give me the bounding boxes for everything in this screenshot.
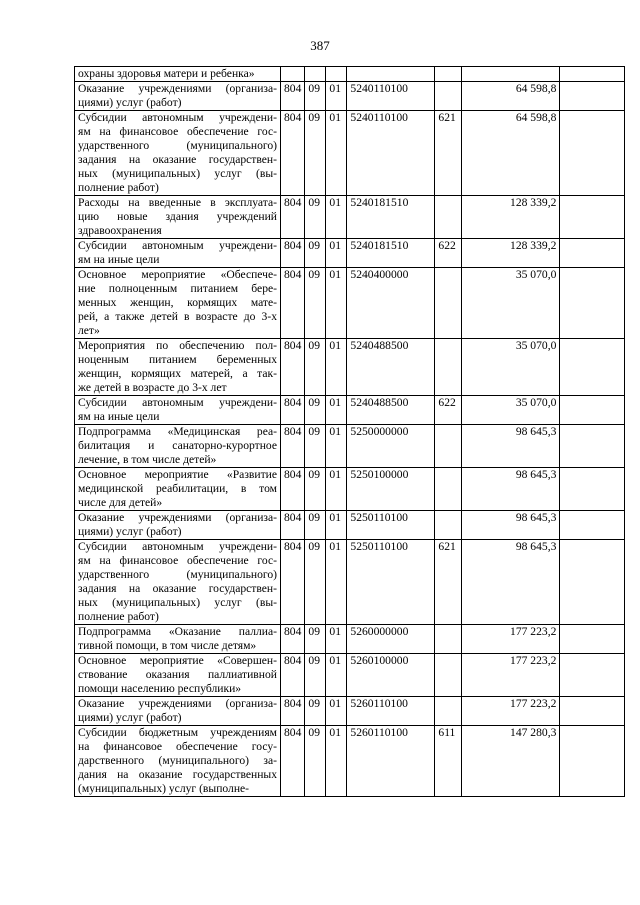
row-name-line: циями) услуг (работ): [78, 96, 182, 109]
row-name-line: Основное мероприятие «Развитие: [78, 468, 277, 481]
amount: 64 598,8: [462, 111, 560, 196]
row-name: [75, 654, 281, 697]
amount: 35 070,0: [462, 396, 560, 425]
table-row: [75, 67, 625, 82]
amount: 177 223,2: [462, 697, 560, 726]
row-name: [75, 239, 281, 268]
row-name-line: билитация и санаторно-курортное: [78, 439, 277, 452]
section-code: 09: [305, 239, 326, 268]
empty-column: [560, 468, 625, 511]
empty-column: [560, 268, 625, 339]
empty-column: [560, 339, 625, 396]
expense-type-code: 622: [435, 239, 462, 268]
ministry-code: [281, 67, 305, 82]
expense-type-code: [435, 654, 462, 697]
expense-type-code: 611: [435, 726, 462, 797]
row-name-line: ударственного (муниципального): [78, 139, 277, 152]
section-code: [305, 67, 326, 82]
expense-type-code: [435, 82, 462, 111]
row-name-line: ям на иные цели: [78, 253, 160, 266]
row-name-line: ных (муниципальных) услуг (вы-: [78, 596, 277, 609]
row-name-line: (муниципальных) услуг (выполне-: [78, 782, 250, 795]
ministry-code: 804: [281, 726, 305, 797]
section-code: 09: [305, 511, 326, 540]
subsection-code: 01: [326, 339, 347, 396]
expense-type-code: 622: [435, 396, 462, 425]
row-name-line: Оказание учреждениями (организа-: [78, 697, 277, 710]
table-row: [75, 511, 625, 540]
expense-type-code: [435, 425, 462, 468]
row-name-line: задания на оказание государствен-: [78, 582, 277, 595]
row-name-line: Расходы на введенные в эксплуата-: [78, 196, 277, 209]
row-name: [75, 540, 281, 625]
ministry-code: 804: [281, 339, 305, 396]
table-row: [75, 540, 625, 625]
subsection-code: 01: [326, 625, 347, 654]
subsection-code: 01: [326, 396, 347, 425]
row-name: [75, 425, 281, 468]
empty-column: [560, 67, 625, 82]
row-name-line: лечение, в том числе детей»: [78, 453, 217, 466]
target-article-code: 5240400000: [347, 268, 435, 339]
table-row: [75, 625, 625, 654]
target-article-code: 5240110100: [347, 111, 435, 196]
table-row: [75, 196, 625, 239]
section-code: 09: [305, 697, 326, 726]
row-name-line: Подпрограмма «Медицинская реа-: [78, 425, 277, 438]
row-name-line: женщин, кормящих матерей, а так-: [78, 367, 277, 380]
empty-column: [560, 726, 625, 797]
ministry-code: 804: [281, 697, 305, 726]
row-name: [75, 67, 281, 82]
subsection-code: [326, 67, 347, 82]
target-article-code: 5240181510: [347, 239, 435, 268]
table-row: [75, 697, 625, 726]
row-name-line: дания на оказание государственных: [78, 768, 277, 781]
row-name-line: помощи населению республики»: [78, 682, 242, 695]
table-row: [75, 111, 625, 196]
ministry-code: 804: [281, 654, 305, 697]
ministry-code: 804: [281, 396, 305, 425]
row-name-line: полнение работ): [78, 181, 159, 194]
target-article-code: 5240110100: [347, 82, 435, 111]
target-article-code: 5260000000: [347, 625, 435, 654]
amount: 177 223,2: [462, 625, 560, 654]
amount: 177 223,2: [462, 654, 560, 697]
empty-column: [560, 82, 625, 111]
section-code: 09: [305, 625, 326, 654]
row-name-line: цию новые здания учреждений: [78, 210, 277, 223]
empty-column: [560, 425, 625, 468]
expense-type-code: [435, 268, 462, 339]
row-name-line: Мероприятия по обеспечению пол-: [78, 339, 277, 352]
row-name-line: Субсидии автономным учреждени-: [78, 396, 277, 409]
amount: 64 598,8: [462, 82, 560, 111]
row-name-line: Оказание учреждениями (организа-: [78, 82, 277, 95]
target-article-code: [347, 67, 435, 82]
subsection-code: 01: [326, 511, 347, 540]
subsection-code: 01: [326, 540, 347, 625]
section-code: 09: [305, 268, 326, 339]
ministry-code: 804: [281, 268, 305, 339]
amount: 98 645,3: [462, 540, 560, 625]
row-name-line: здравоохранения: [78, 224, 162, 237]
subsection-code: 01: [326, 468, 347, 511]
expense-type-code: [435, 511, 462, 540]
ministry-code: 804: [281, 111, 305, 196]
ministry-code: 804: [281, 468, 305, 511]
row-name-line: Субсидии бюджетным учреждениям: [78, 726, 277, 739]
row-name-line: охраны здоровья матери и ребенка»: [78, 67, 255, 80]
row-name-line: ям на финансовое обеспечение гос-: [78, 554, 277, 567]
section-code: 09: [305, 111, 326, 196]
section-code: 09: [305, 654, 326, 697]
ministry-code: 804: [281, 196, 305, 239]
subsection-code: 01: [326, 697, 347, 726]
amount: 128 339,2: [462, 239, 560, 268]
row-name-line: полнение работ): [78, 610, 159, 623]
row-name: [75, 625, 281, 654]
ministry-code: 804: [281, 82, 305, 111]
empty-column: [560, 625, 625, 654]
row-name: [75, 268, 281, 339]
table-row: [75, 268, 625, 339]
budget-table-body: [75, 67, 625, 797]
row-name: [75, 396, 281, 425]
subsection-code: 01: [326, 82, 347, 111]
row-name-line: циями) услуг (работ): [78, 525, 182, 538]
empty-column: [560, 111, 625, 196]
table-row: [75, 239, 625, 268]
row-name: [75, 196, 281, 239]
expense-type-code: [435, 468, 462, 511]
row-name-line: Субсидии автономным учреждени-: [78, 239, 277, 252]
table-row: [75, 82, 625, 111]
row-name-line: лет»: [78, 324, 100, 337]
row-name-line: числе для детей»: [78, 496, 163, 509]
section-code: 09: [305, 425, 326, 468]
row-name: [75, 726, 281, 797]
table-row: [75, 425, 625, 468]
subsection-code: 01: [326, 268, 347, 339]
table-row: [75, 396, 625, 425]
amount: 147 280,3: [462, 726, 560, 797]
amount: 128 339,2: [462, 196, 560, 239]
amount: 35 070,0: [462, 268, 560, 339]
row-name-line: Основное мероприятие «Совершен-: [78, 654, 277, 667]
row-name-line: дарственного (муниципального) за-: [78, 754, 277, 767]
subsection-code: 01: [326, 726, 347, 797]
section-code: 09: [305, 396, 326, 425]
row-name: [75, 697, 281, 726]
row-name-line: же детей в возрасте до 3-х лет: [78, 381, 227, 394]
row-name-line: на финансовое обеспечение госу-: [78, 740, 277, 753]
target-article-code: 5240488500: [347, 339, 435, 396]
expense-type-code: [435, 196, 462, 239]
section-code: 09: [305, 339, 326, 396]
row-name: [75, 111, 281, 196]
row-name-line: ям на финансовое обеспечение гос-: [78, 125, 277, 138]
row-name-line: Оказание учреждениями (организа-: [78, 511, 277, 524]
table-row: [75, 339, 625, 396]
ministry-code: 804: [281, 239, 305, 268]
row-name-line: медицинской реабилитации, в том: [78, 482, 277, 495]
ministry-code: 804: [281, 511, 305, 540]
subsection-code: 01: [326, 196, 347, 239]
amount: 98 645,3: [462, 468, 560, 511]
expense-type-code: [435, 339, 462, 396]
ministry-code: 804: [281, 425, 305, 468]
row-name: [75, 82, 281, 111]
target-article-code: 5250100000: [347, 468, 435, 511]
target-article-code: 5240181510: [347, 196, 435, 239]
amount: 98 645,3: [462, 425, 560, 468]
target-article-code: 5240488500: [347, 396, 435, 425]
expense-type-code: 621: [435, 111, 462, 196]
row-name-line: Субсидии автономным учреждени-: [78, 111, 277, 124]
row-name-line: ных (муниципальных) услуг (вы-: [78, 167, 277, 180]
page-number: 387: [310, 38, 330, 53]
budget-table: [74, 66, 625, 797]
expense-type-code: [435, 625, 462, 654]
empty-column: [560, 540, 625, 625]
section-code: 09: [305, 726, 326, 797]
amount: [462, 67, 560, 82]
subsection-code: 01: [326, 111, 347, 196]
empty-column: [560, 697, 625, 726]
target-article-code: 5260110100: [347, 697, 435, 726]
row-name-line: тивной помощи, в том числе детям»: [78, 639, 257, 652]
row-name-line: ударственного (муниципального): [78, 568, 277, 581]
empty-column: [560, 239, 625, 268]
row-name-line: задания на оказание государствен-: [78, 153, 277, 166]
empty-column: [560, 196, 625, 239]
expense-type-code: 621: [435, 540, 462, 625]
subsection-code: 01: [326, 239, 347, 268]
section-code: 09: [305, 82, 326, 111]
target-article-code: 5260100000: [347, 654, 435, 697]
row-name-line: рей, а также детей в возрасте до 3-х: [78, 310, 277, 323]
row-name-line: ям на иные цели: [78, 410, 160, 423]
target-article-code: 5250110100: [347, 511, 435, 540]
row-name-line: ноценным питанием беременных: [78, 353, 277, 366]
empty-column: [560, 396, 625, 425]
section-code: 09: [305, 196, 326, 239]
expense-type-code: [435, 67, 462, 82]
empty-column: [560, 654, 625, 697]
row-name: [75, 511, 281, 540]
expense-type-code: [435, 697, 462, 726]
target-article-code: 5250110100: [347, 540, 435, 625]
table-row: [75, 654, 625, 697]
row-name-line: Субсидии автономным учреждени-: [78, 540, 277, 553]
subsection-code: 01: [326, 425, 347, 468]
row-name-line: Подпрограмма «Оказание паллиа-: [78, 625, 277, 638]
ministry-code: 804: [281, 625, 305, 654]
section-code: 09: [305, 540, 326, 625]
subsection-code: 01: [326, 654, 347, 697]
row-name: [75, 468, 281, 511]
row-name-line: Основное мероприятие «Обеспече-: [78, 268, 277, 281]
target-article-code: 5250000000: [347, 425, 435, 468]
ministry-code: 804: [281, 540, 305, 625]
row-name: [75, 339, 281, 396]
row-name-line: ние полноценным питанием бере-: [78, 282, 277, 295]
amount: 35 070,0: [462, 339, 560, 396]
row-name-line: циями) услуг (работ): [78, 711, 182, 724]
table-row: [75, 468, 625, 511]
table-row: [75, 726, 625, 797]
amount: 98 645,3: [462, 511, 560, 540]
empty-column: [560, 511, 625, 540]
section-code: 09: [305, 468, 326, 511]
row-name-line: менных женщин, кормящих мате-: [78, 296, 277, 309]
target-article-code: 5260110100: [347, 726, 435, 797]
row-name-line: ствование оказания паллиативной: [78, 668, 277, 681]
